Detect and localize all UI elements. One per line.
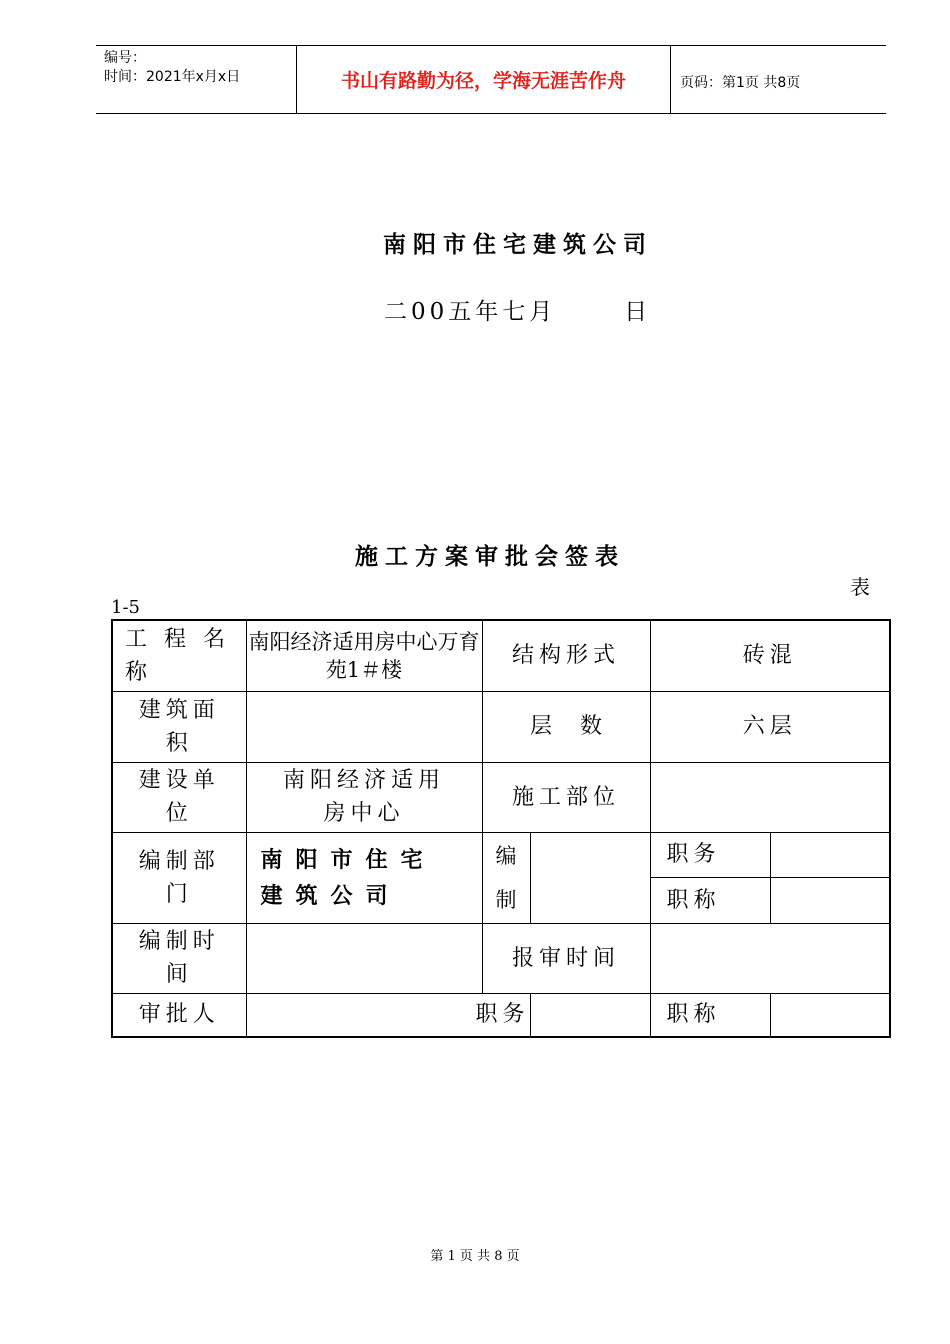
header-meta xyxy=(104,49,240,87)
form-title: 施工方案审批会签表 xyxy=(355,543,625,570)
table-row xyxy=(112,691,890,762)
author-time-value xyxy=(246,923,482,993)
floor-area-label: 建筑面积 xyxy=(112,691,246,762)
project-name-value: 南阳经济适用房中心万育苑1＃楼 xyxy=(246,620,482,691)
floor-count-value: 六层 xyxy=(650,691,890,762)
form-number-part1: 表 xyxy=(850,575,870,599)
author-title-label: 职称 xyxy=(650,877,770,923)
header-motto: 书山有路勤为径，学海无涯苦作舟 xyxy=(340,70,626,92)
structure-type-value: 砖混 xyxy=(650,620,890,691)
serial-label: 编号： xyxy=(104,50,146,66)
header-divider-right xyxy=(670,45,671,113)
time-label: 时间：2021年x月x日 xyxy=(104,69,241,85)
approver-title-value xyxy=(770,993,890,1037)
builder-unit-value: 南阳经济适用房中心 xyxy=(246,762,482,832)
approver-position-value xyxy=(530,993,650,1037)
project-name-label-text: 工 程 名称 xyxy=(125,626,230,685)
table-row xyxy=(112,762,890,832)
header-page-info: 页码：第1页 共8页 xyxy=(680,75,801,91)
author-dept-label: 编制部门 xyxy=(112,832,246,923)
construction-part-value xyxy=(650,762,890,832)
form-number-part2: 1-5 xyxy=(111,597,140,618)
table-row xyxy=(112,620,890,691)
approver-label: 审批人 xyxy=(112,993,246,1037)
header-top-rule xyxy=(96,45,886,46)
page-footer: 第 1 页 共 8 页 xyxy=(430,1249,520,1264)
author-label: 编制 xyxy=(482,832,530,923)
author-time-label: 编制时间 xyxy=(112,923,246,993)
company-name: 南阳市住宅建筑公司 xyxy=(383,231,653,258)
construction-part-label: 施工部位 xyxy=(482,762,650,832)
builder-unit-label: 建设单位 xyxy=(112,762,246,832)
approver-position-label: 职务 xyxy=(246,993,530,1037)
approver-title-label: 职称 xyxy=(650,993,770,1037)
author-dept-value: 南阳市住宅建筑公司 xyxy=(246,832,482,923)
structure-type-label: 结构形式 xyxy=(482,620,650,691)
table-row xyxy=(112,993,890,1037)
table-row xyxy=(112,923,890,993)
author-position-value xyxy=(770,832,890,877)
submit-time-label: 报审时间 xyxy=(482,923,650,993)
floor-area-value xyxy=(246,691,482,762)
submit-time-value xyxy=(650,923,890,993)
author-title-value xyxy=(770,877,890,923)
author-position-label: 职务 xyxy=(650,832,770,877)
author-value xyxy=(530,832,650,923)
table-row xyxy=(112,832,890,877)
approval-form-table xyxy=(111,619,891,1038)
floor-count-label: 层 数 xyxy=(482,691,650,762)
header-bottom-rule xyxy=(96,113,886,114)
project-name-label xyxy=(112,620,246,691)
cover-date: 二00五年七月 日 xyxy=(384,299,652,325)
